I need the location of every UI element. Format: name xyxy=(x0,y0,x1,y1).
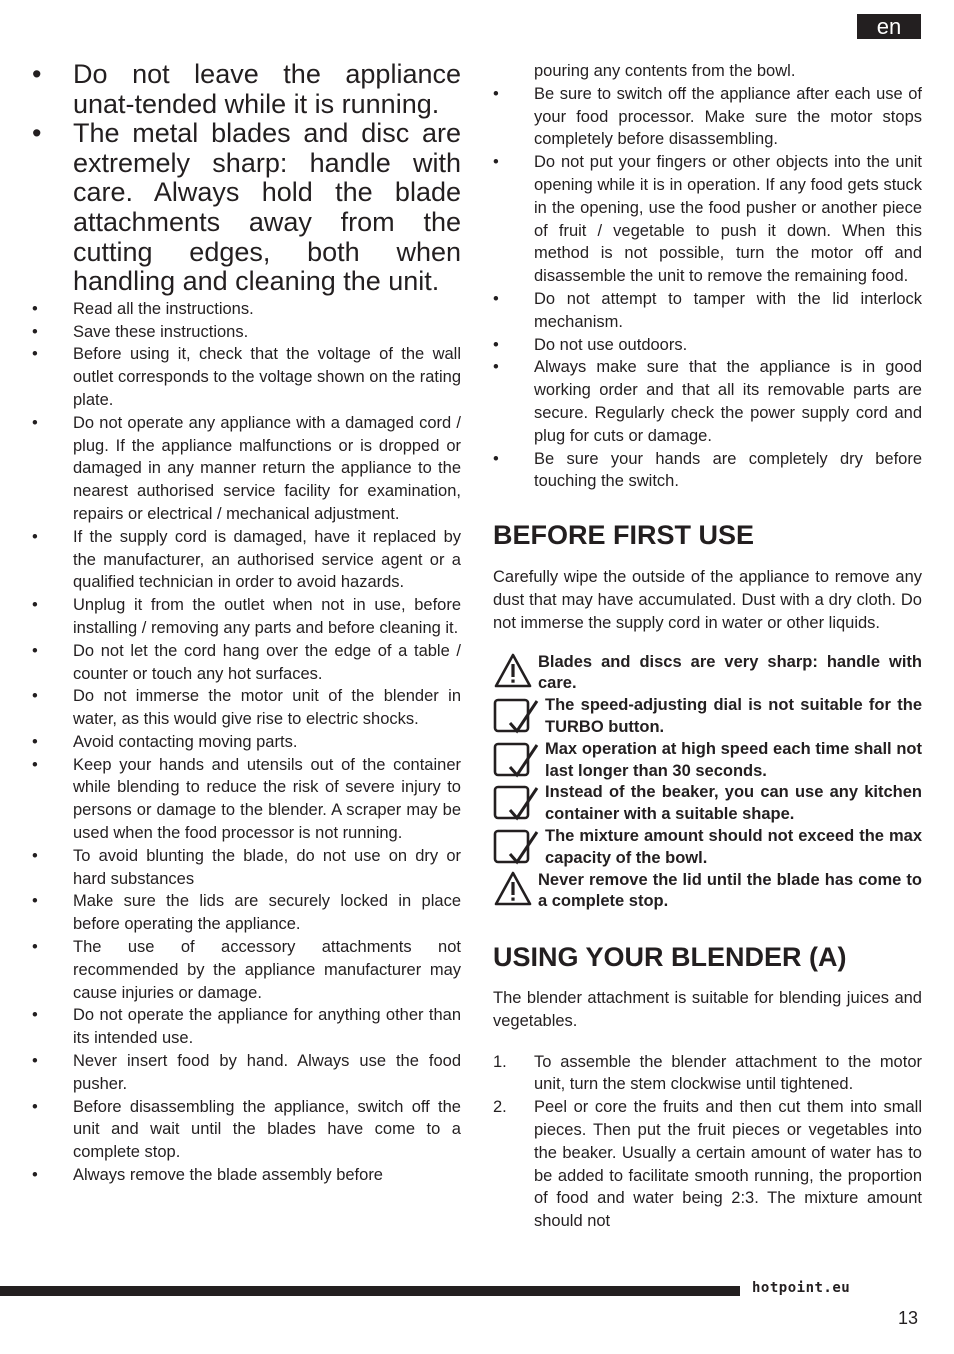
before-first-use-text: Carefully wipe the outside of the appliance to remove any dust that may have accumulated. Dust with a dry cloth. Do not immerse the supply cord in water or other liquids. xyxy=(493,568,922,632)
checkbox-icon xyxy=(493,697,539,735)
list-item: • Avoid contacting moving parts. xyxy=(32,731,461,754)
big-warnings-list xyxy=(32,60,461,297)
note-tip xyxy=(493,739,922,783)
list-item xyxy=(493,1096,922,1233)
right-column xyxy=(493,60,922,1233)
list-item: • Save these instructions. xyxy=(32,321,461,344)
checkbox-icon xyxy=(493,828,539,866)
left-column xyxy=(32,60,461,1187)
list-item: • Before using it, check that the voltage of the wall outlet corresponds to the voltage shown on the rating plate. xyxy=(32,343,461,411)
section-heading-using-blender: USING YOUR BLENDER (A) xyxy=(493,942,847,973)
safety-list xyxy=(32,298,461,1187)
using-blender-text: The blender attachment is suitable for blending juices and vegetables. xyxy=(493,989,922,1030)
checkbox-icon xyxy=(493,784,539,822)
notes-block xyxy=(493,652,922,914)
list-item xyxy=(493,1051,922,1097)
note-tip xyxy=(493,826,922,870)
list-item: • Always make sure that the appliance is in good working order and that all its removable parts are secure. Regularly check the power supply cord and plug for cuts or damage. xyxy=(493,356,922,447)
list-item: • Do not attempt to tamper with the lid interlock mechanism. xyxy=(493,288,922,334)
list-item: • Make sure the lids are securely locked in place before operating the appliance. xyxy=(32,890,461,936)
list-item: • Do not operate the appliance for anything other than its intended use. xyxy=(32,1004,461,1050)
list-item: • Unplug it from the outlet when not in use, before installing / removing any parts and before cleaning it. xyxy=(32,594,461,640)
step-number: 2. xyxy=(493,1098,507,1117)
note-text: Instead of the beaker, you can use any kitchen container with a suitable shape. xyxy=(545,783,922,824)
safety-list-continued xyxy=(493,83,922,493)
steps-list xyxy=(493,1051,922,1233)
list-item: • Do not leave the appliance unat-tended while it is running. xyxy=(32,60,461,119)
note-tip xyxy=(493,782,922,826)
list-item: • Keep your hands and utensils out of the container while blending to reduce the risk of severe injury to persons or damage to the blender. A scraper may be used when the food processor is not running. xyxy=(32,754,461,845)
note-text: The speed-adjusting dial is not suitable for the TURBO button. xyxy=(545,696,922,736)
list-item: • Never insert food by hand. Always use the food pusher. xyxy=(32,1050,461,1096)
language-tab: en xyxy=(857,14,921,39)
note-tip xyxy=(493,695,922,739)
list-item: • The use of accessory attachments not recommended by the appliance manufacturer may cause injuries or damage. xyxy=(32,936,461,1004)
checkbox-icon xyxy=(493,741,539,779)
page-number: 13 xyxy=(898,1308,919,1328)
list-item: • Before disassembling the appliance, switch off the unit and wait until the blades have come to a complete stop. xyxy=(32,1096,461,1164)
footer-bar xyxy=(0,1286,740,1296)
continued-text: pouring any contents from the bowl. xyxy=(534,62,796,80)
step-number: 1. xyxy=(493,1052,507,1071)
step-text: To assemble the blender attachment to the motor unit, turn the stem clockwise until tightened. xyxy=(534,1052,922,1094)
list-item: • Do not use outdoors. xyxy=(493,334,922,357)
list-item: • Read all the instructions. xyxy=(32,298,461,321)
note-warning xyxy=(493,870,922,914)
list-item: • The metal blades and disc are extremely sharp: handle with care. Always hold the blade attachments away from the cutting edges, both when handling and cleaning the unit. xyxy=(32,119,461,297)
note-text: Blades and discs are very sharp: handle with care. xyxy=(538,652,922,693)
warning-triangle-icon xyxy=(493,870,533,908)
step-text: Peel or core the fruits and then cut them into small pieces. Then put the fruit pieces or vegetables into the beaker. Usually a certain amount of water has to be added to facilitate smooth running, the proportion of food and water being 2:3. The mixture amount should not xyxy=(534,1098,922,1231)
note-text: Max operation at high speed each time shall not last longer than 30 seconds. xyxy=(545,739,922,780)
list-item: • Be sure to switch off the appliance after each use of your food processor. Make sure the motor stops completely before disassembling. xyxy=(493,83,922,151)
section-heading-before-first-use: BEFORE FIRST USE xyxy=(493,520,755,551)
note-text: The mixture amount should not exceed the max capacity of the bowl. xyxy=(545,826,922,867)
list-item: • Always remove the blade assembly before xyxy=(32,1164,461,1187)
list-item: • If the supply cord is damaged, have it replaced by the manufacturer, an authorised service agent or a qualified technician in order to avoid hazards. xyxy=(32,526,461,594)
list-item: • Do not let the cord hang over the edge of a table / counter or touch any hot surfaces. xyxy=(32,640,461,686)
warning-triangle-icon xyxy=(493,652,533,690)
list-item: • Do not immerse the motor unit of the blender in water, as this would give rise to electric shocks. xyxy=(32,685,461,731)
footer-brand: hotpoint.eu xyxy=(752,1280,851,1296)
list-item: • Do not operate any appliance with a damaged cord / plug. If the appliance malfunctions or is dropped or damaged in any manner return the appliance to the nearest authorised service facility for examination, repairs or electrical / mechanical adjustment. xyxy=(32,412,461,526)
note-warning xyxy=(493,652,922,696)
note-text: Never remove the lid until the blade has come to a complete stop. xyxy=(538,870,922,911)
list-item: • Do not put your fingers or other objects into the unit opening while it is in operation. If any food gets stuck in the opening, use the food pusher or another piece of fruit / vegetable to push it down. When this method is not possible, turn the motor off and disassemble the unit to remove the remaining food. xyxy=(493,151,922,288)
list-item: • To avoid blunting the blade, do not use on dry or hard substances xyxy=(32,845,461,891)
list-item: • Be sure your hands are completely dry before touching the switch. xyxy=(493,448,922,494)
